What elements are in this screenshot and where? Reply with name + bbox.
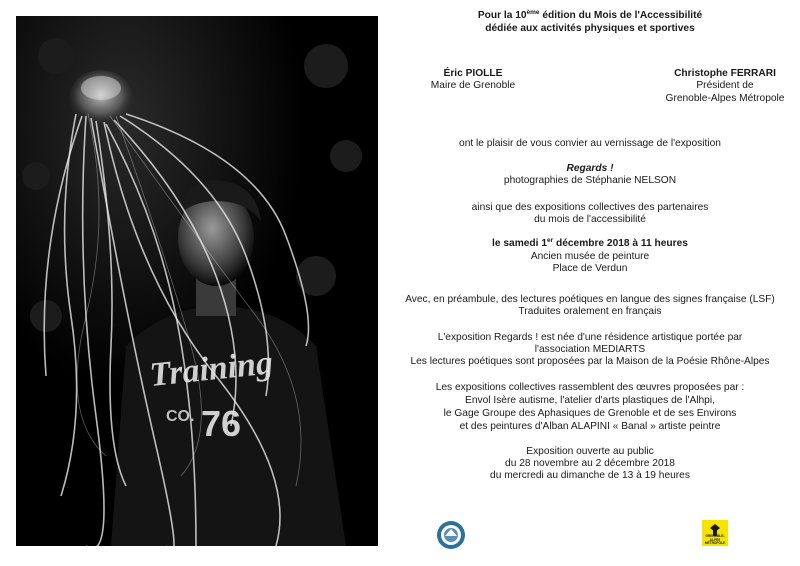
partners-line-1: ainsi que des expositions collectives des partenaires (471, 202, 709, 213)
residency-line-1: L'exposition Regards ! est née d'une résidence artistique portée par (437, 332, 743, 343)
preamble-line-2: Traduites oralement en français (518, 306, 662, 317)
host-left-name: Éric PIOLLE (443, 68, 503, 79)
host-left (388, 68, 558, 93)
event-place-1: Ancien musée de peinture (530, 251, 650, 262)
exhibition-title: Regards ! (566, 163, 614, 174)
host-right (650, 68, 800, 105)
collective-line-1: Les expositions collectives rassemblent des œuvres proposées par : (435, 382, 745, 393)
collective-line-3: le Gage Groupe des Aphasiques de Grenoble et de ses Environs (443, 408, 737, 419)
metropole-logo-text: GRENOBLE-ALPES MÉTROPOLE (704, 534, 726, 546)
opening-line-3: du mercredi au dimanche de 13 à 19 heures (490, 470, 690, 481)
exhibition-subtitle: photographies de Stéphanie NELSON (503, 175, 677, 186)
collective-line-4: et des peintures d'Alban ALAPINI « Banal » artiste peintre (459, 421, 721, 432)
event-date: le samedi 1er décembre 2018 à 11 heures (492, 237, 688, 249)
residency-line-3: Les lectures poétiques sont proposées par la Maison de la Poésie Rhône-Alpes (410, 356, 770, 367)
shirt-text-training: Training (147, 344, 275, 394)
exhibition-photo (16, 16, 378, 546)
residency-line-2: l'association MEDIARTS (534, 344, 646, 355)
header-line-2: dédiée aux activités physiques et sportives (485, 23, 695, 34)
partners-line-2: du mois de l'accessibilité (534, 214, 646, 225)
opening-line-2: du 28 novembre au 2 décembre 2018 (505, 458, 675, 469)
collective-line-2: Envol Isère autisme, l'atelier d'arts plastiques de l'Alhpi, (465, 395, 715, 406)
host-right-name: Christophe FERRARI (674, 68, 776, 79)
shirt-text-76: 76 (201, 403, 242, 444)
metropole-logo-icon (702, 520, 728, 546)
host-right-title-2: Grenoble-Alpes Métropole (665, 92, 785, 104)
host-right-title-1: Président de (696, 80, 754, 92)
shirt-text-co: CO. (166, 408, 195, 425)
invitation-text-panel (380, 0, 800, 566)
event-place-2: Place de Verdun (552, 263, 628, 274)
header-line-1: Pour la 10ème édition du Mois de l'Accessibilité (477, 9, 703, 21)
host-left-title: Maire de Grenoble (430, 80, 516, 92)
preamble-line-1: Avec, en préambule, des lectures poétiques en langue des signes française (LSF) (405, 294, 775, 305)
city-seal-icon (436, 520, 466, 550)
invite-line: ont le plaisir de vous convier au vernissage de l'exposition (459, 138, 721, 149)
jellyfish-portrait-image (16, 16, 378, 546)
opening-line-1: Exposition ouverte au public (526, 446, 654, 457)
